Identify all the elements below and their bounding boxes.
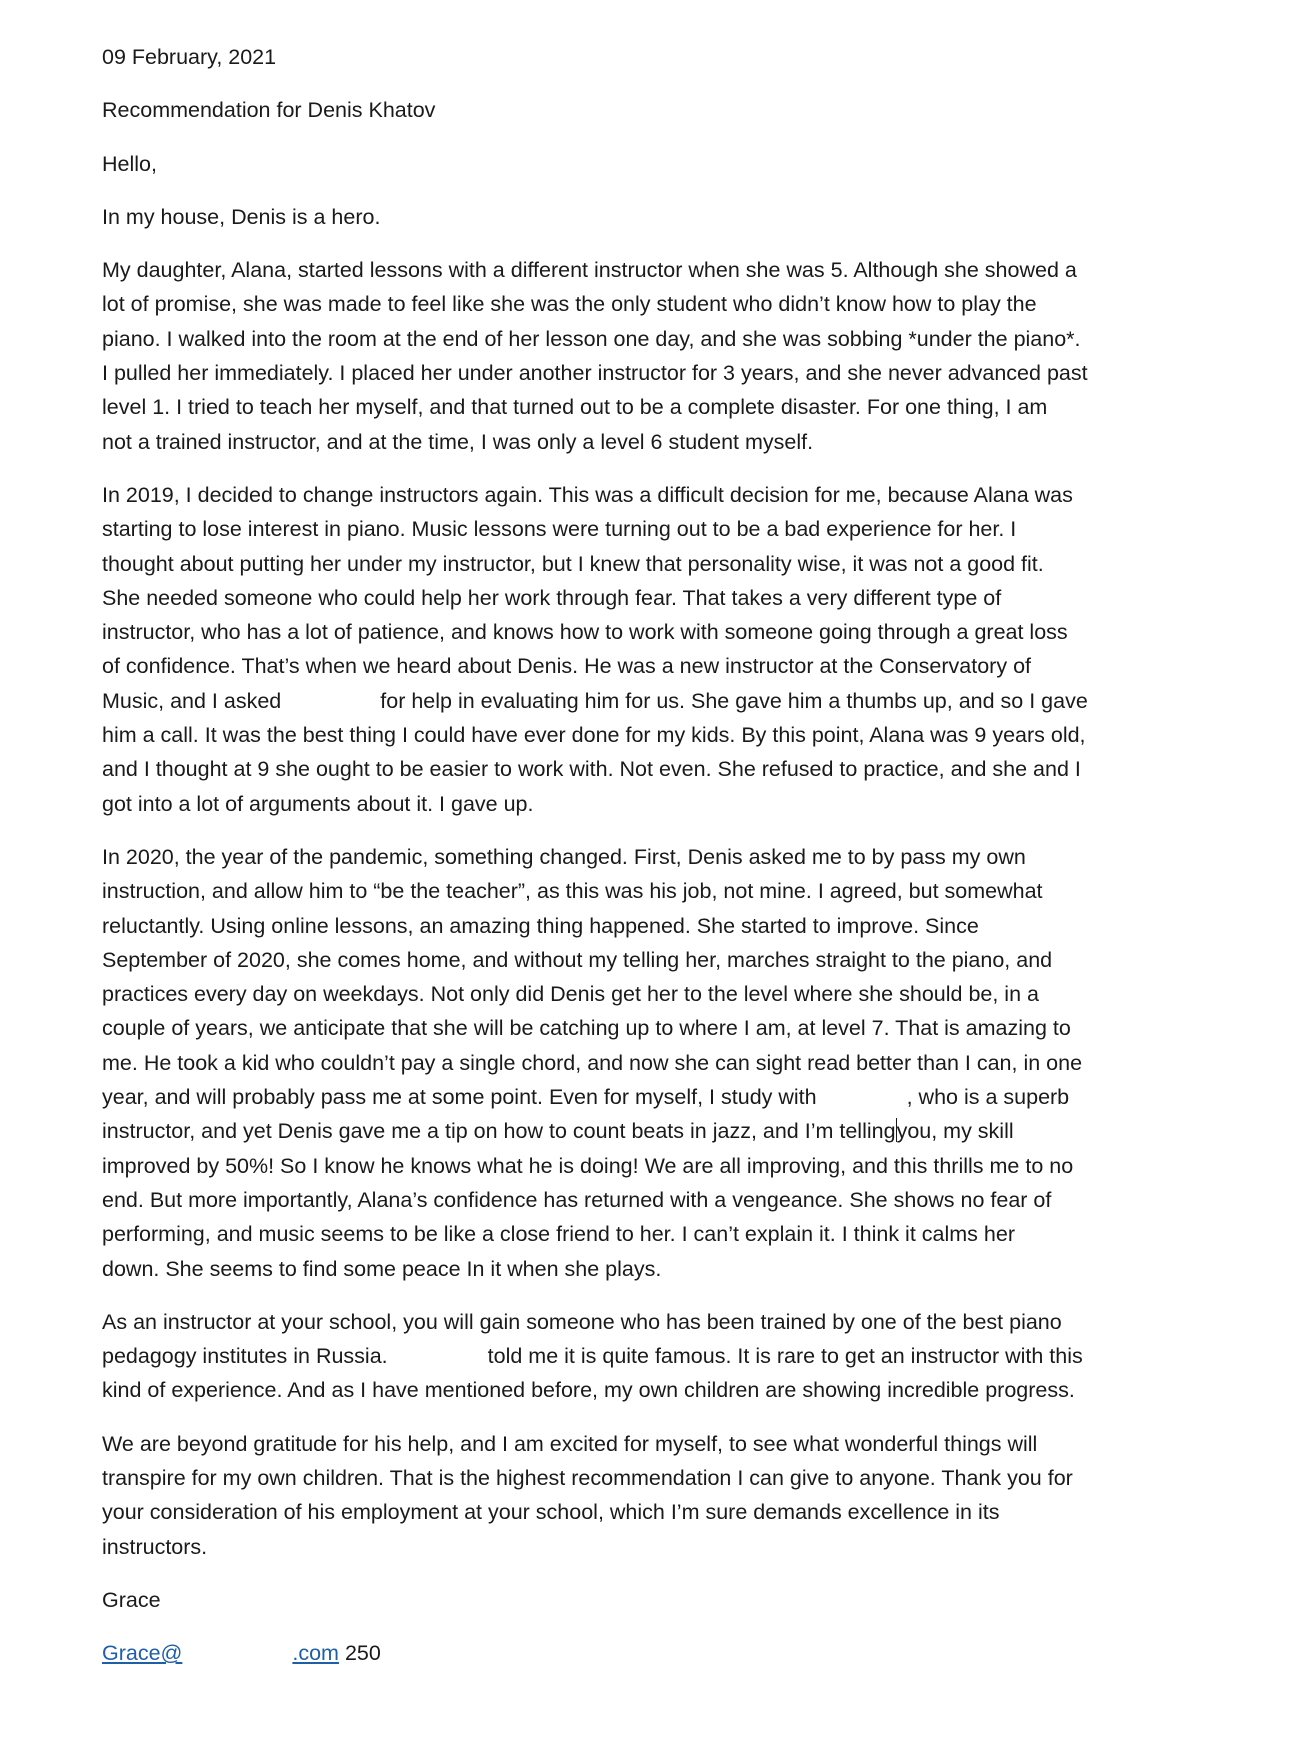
text-line: performing, and music seems to be like a close friend to her. I can’t explain it. I think it calms her: [102, 1222, 1015, 1247]
contact-suffix: 250: [338, 1641, 381, 1666]
text-line: starting to lose interest in piano. Music lessons were turning out to be a bad experience for her. I: [102, 517, 1017, 542]
text-line: transpire for my own children. That is the highest recommendation I can give to anyone. Thank you for: [102, 1465, 1073, 1490]
text-line-redacted: year, and will probably pass me at some point. Even for myself, I study with , who is a superb: [102, 1085, 1070, 1110]
letter-subject: Recommendation for Denis Khatov: [102, 98, 436, 123]
text-line: me. He took a kid who couldn’t pay a single chord, and now she can sight read better than I can, in one: [102, 1050, 1083, 1075]
text-line: not a trained instructor, and at the time, I was only a level 6 student myself.: [102, 429, 814, 454]
text-line: improved by 50%! So I know he knows what he is doing! We are all improving, and this thrills me to no: [102, 1153, 1074, 1178]
text-line-redacted: Music, and I asked for help in evaluating him for us. She gave him a thumbs up, and so I gave: [102, 688, 1088, 713]
text-line: practices every day on weekdays. Not only did Denis get her to the level where she should be, in a: [102, 982, 1039, 1007]
paragraph-2: [102, 478, 1222, 821]
text-line: piano. I walked into the room at the end of her lesson one day, and she was sobbing *under the piano*.: [102, 326, 1081, 351]
paragraph-4: [102, 1305, 1222, 1408]
text-line: In 2019, I decided to change instructors again. This was a difficult decision for me, because Alana was: [102, 482, 1073, 507]
text-line: got into a lot of arguments about it. I gave up.: [102, 791, 534, 816]
text-line: September of 2020, she comes home, and without my telling her, marches straight to the piano, and: [102, 947, 1053, 972]
letter-greeting: Hello,: [102, 151, 157, 176]
text-line: instructors.: [102, 1534, 208, 1559]
text-line: kind of experience. And as I have mentioned before, my own children are showing incredible progress.: [102, 1378, 1075, 1403]
letter-signature: Grace: [102, 1587, 161, 1612]
text-line: She needed someone who could help her work through fear. That takes a very different type of: [102, 585, 1002, 610]
text-line: and I thought at 9 she ought to be easier to work with. Not even. She refused to practice, and she and I: [102, 757, 1081, 782]
letter-opening: In my house, Denis is a hero.: [102, 204, 381, 229]
text-line: down. She seems to find some peace In it when she plays.: [102, 1256, 662, 1281]
text-line: instructor, who has a lot of patience, and knows how to work with someone going through a great loss: [102, 620, 1068, 645]
contact-line: [102, 1636, 1222, 1670]
text-line: As an instructor at your school, you will gain someone who has been trained by one of the best piano: [102, 1309, 1062, 1334]
text-line: end. But more importantly, Alana’s confidence has returned with a vengeance. She shows no fear of: [102, 1187, 1052, 1212]
text-line: thought about putting her under my instructor, but I knew that personality wise, it was not a good fit.: [102, 551, 1044, 576]
text-line: of confidence. That’s when we heard about Denis. He was a new instructor at the Conservatory of: [102, 654, 1031, 679]
text-line: couple of years, we anticipate that she will be catching up to where I am, at level 7. That is amazing to: [102, 1016, 1071, 1041]
letter-body: [102, 40, 1222, 1689]
text-line: instruction, and allow him to “be the teacher”, as this was his job, not mine. I agreed, but somewhat: [102, 879, 1043, 904]
letter-date: 09 February, 2021: [102, 45, 277, 69]
paragraph-3: [102, 840, 1222, 1286]
text-line: your consideration of his employment at your school, which I’m sure demands excellence in its: [102, 1500, 1000, 1525]
text-line: In 2020, the year of the pandemic, something changed. First, Denis asked me to by pass my own: [102, 844, 1026, 869]
paragraph-1: [102, 253, 1222, 459]
text-line: lot of promise, she was made to feel like she was the only student who didn’t know how to play the: [102, 292, 1037, 317]
text-line: My daughter, Alana, started lessons with a different instructor when she was 5. Although she showed a: [102, 258, 1077, 283]
text-line: We are beyond gratitude for his help, and I am excited for myself, to see what wonderful things will: [102, 1431, 1038, 1456]
email-link[interactable]: Grace@ .com: [102, 1641, 339, 1666]
text-line-redacted: pedagogy institutes in Russia. told me it is quite famous. It is rare to get an instructor with this: [102, 1344, 1083, 1369]
paragraph-5: [102, 1427, 1222, 1564]
text-line-with-cursor: instructor, and yet Denis gave me a tip on how to count beats in jazz, and I’m tellingyou, my skill: [102, 1119, 1014, 1144]
text-line: him a call. It was the best thing I could have ever done for my kids. By this point, Alana was 9 years old,: [102, 723, 1086, 748]
text-line: I pulled her immediately. I placed her under another instructor for 3 years, and she never advanced past: [102, 361, 1088, 386]
text-line: reluctantly. Using online lessons, an amazing thing happened. She started to improve. Since: [102, 913, 979, 938]
text-line: level 1. I tried to teach her myself, and that turned out to be a complete disaster. For one thing, I am: [102, 395, 1048, 420]
